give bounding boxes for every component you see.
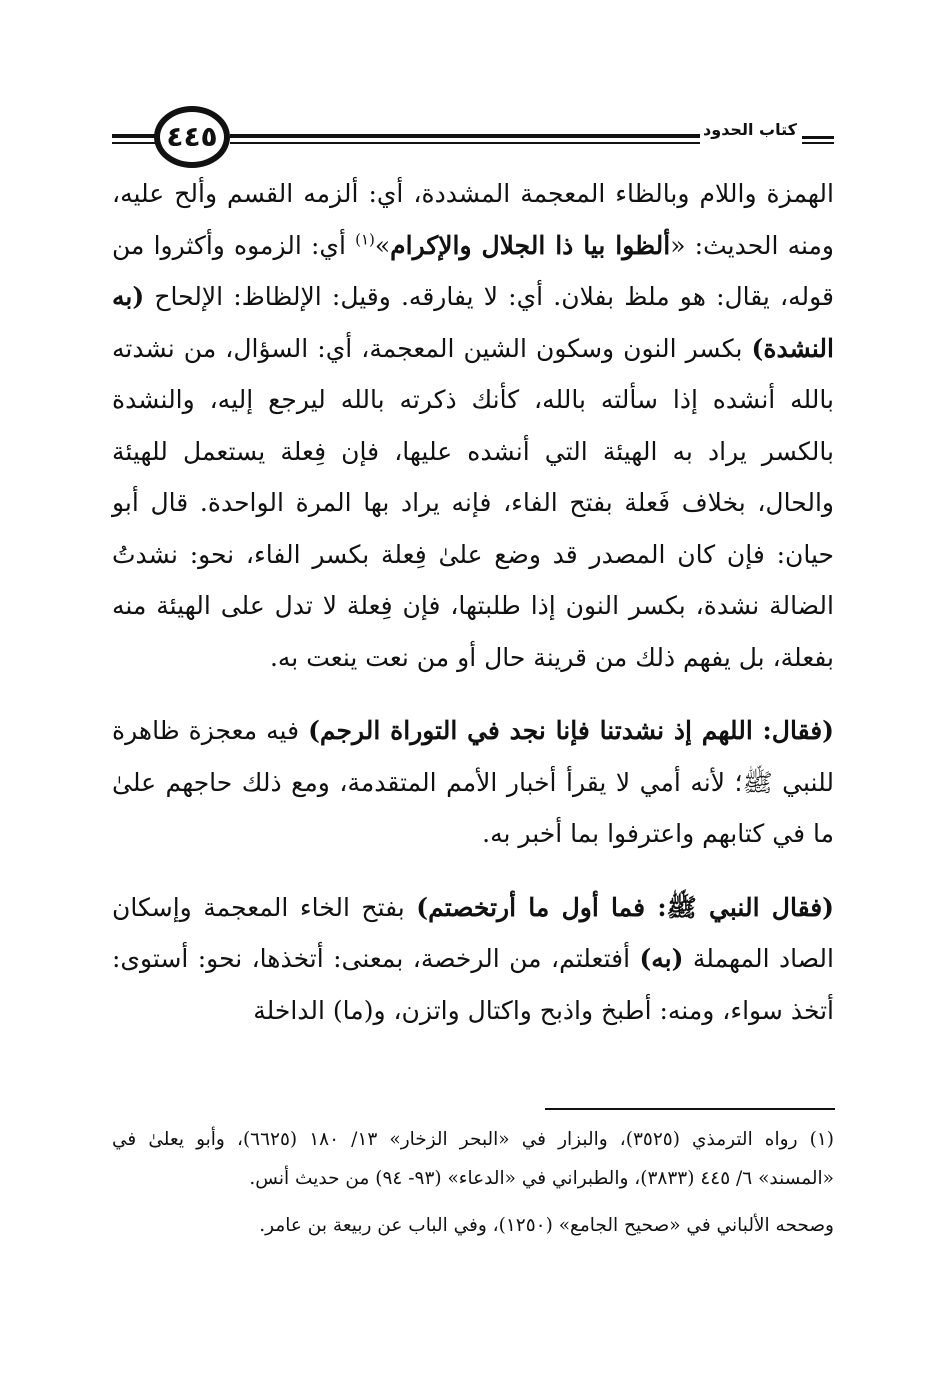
p1-text-6: بكسر النون وسكون الشين المعجمة، أي: السؤال، من نشدته بالله أنشده إذا سألته بالله، كأنك ذكرته بالله ليرجع إليه، والنشدة بالكسر يراد به الهيئة التي أنشده عليها، فإن فِعلة يستعمل للهيئة والحال، بخلاف فَعلة بفتح الفاء، فإنه يراد بها المرة الواحدة. قال أبو حيان: فإن كان المصدر قد وضع علىٰ فِعلة بكسر الفاء، نحو: نشدتُ الضالة نشدة، بكسر النون إذا طلبتها، فإن فِعلة لا تدل على الهيئة منه بفعلة، بل يفهم ذلك من قرينة حال أو من نعت ينعت به. <box>112 333 834 672</box>
header-rule-right <box>802 136 834 139</box>
footnote-2: وصححه الألباني في «صحيح الجامع» (١٢٥٠)، وفي الباب عن ربيعة بن عامر. <box>259 1215 834 1236</box>
paragraph-gap <box>112 683 834 705</box>
header-rule-left-thin <box>112 142 156 144</box>
header-rule-middle-thin <box>230 142 700 144</box>
header-rule-right-thin <box>802 142 834 144</box>
running-title: كتاب الحدود <box>703 120 797 139</box>
header-rule-left <box>112 134 156 138</box>
footnotes <box>112 1120 834 1245</box>
footnote-ref-1: (١) <box>355 230 375 249</box>
body-text <box>112 168 834 1036</box>
p3-matn-word: (به) <box>639 944 684 973</box>
paragraph-3 <box>112 882 834 1037</box>
p3-text-4: أفتعلتم، من الرخصة، بمعنى: أتخذها، نحو: أستوى: أتخذ سواء، ومنه: أطبخ واذبح واكتال واتزن، و(ما) الداخلة <box>112 944 834 1025</box>
p3-text-2: بفتح الخاء المعجمة وإسكان الصاد المهملة <box>112 892 834 973</box>
page-header <box>112 102 834 172</box>
page-number-badge <box>154 106 230 168</box>
footnote-separator <box>545 1108 835 1110</box>
p1-matn-phrase: (به النشدة) <box>112 282 834 363</box>
p1-hadith-quote: ألظوا بيا ذا الجلال والإكرام <box>390 230 671 260</box>
p1-text-4: أي: الزموه وأكثروا من قوله، يقال: هو ملظ بفلان. أي: لا يفارقه. وقيل: الإلظاظ: الإلحاح <box>112 230 834 311</box>
p2-matn-phrase: (فقال: اللهم إذ نشدتنا فإنا نجد في التوراة الرجم) <box>308 716 834 745</box>
p1-text-1: الهمزة واللام وبالظاء المعجمة المشددة، أي: ألزمه القسم وألح عليه، ومنه الحديث: « <box>112 179 835 260</box>
page-number: ٤٤٥ <box>166 120 218 153</box>
p2-text-2: فيه معجزة ظاهرة للنبي ﷺ؛ لأنه أمي لا يقرأ أخبار الأمم المتقدمة، ومع ذلك حاجهم علىٰ ما في كتابهم واعترفوا بما أخبر به. <box>112 716 834 848</box>
footnote-1: (١) رواه الترمذي (٣٥٢٥)، والبزار في «البحر الزخار» ١٣/ ١٨٠ (٦٦٢٥)، وأبو يعلىٰ في «المسند» ٦/ ٤٤٥ (٣٨٣٣)، والطبراني في «الدعاء» (٩٣- ٩٤) من حديث أنس. <box>112 1129 834 1189</box>
paragraph-gap <box>112 860 834 882</box>
paragraph-2 <box>112 705 834 860</box>
p1-text-3: » <box>374 230 391 260</box>
header-rule-middle <box>230 134 700 138</box>
p3-matn-phrase: (فقال النبي ﷺ: فما أول ما أرتخصتم) <box>416 892 834 922</box>
paragraph-1 <box>112 168 834 683</box>
footnote-gap <box>112 1198 834 1206</box>
